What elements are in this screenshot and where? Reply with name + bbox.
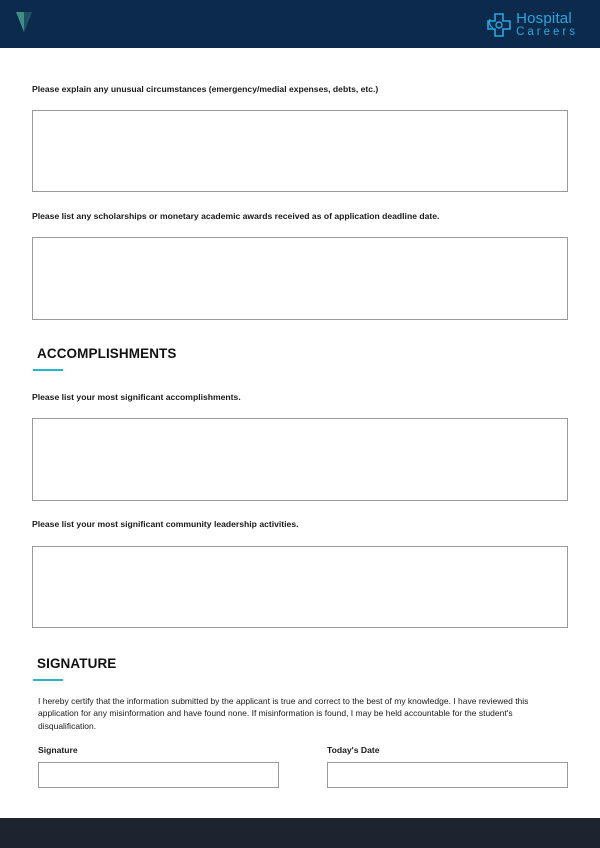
corner-triangle-icon [14,10,34,34]
community-textarea[interactable] [32,546,568,628]
circumstances-textarea[interactable] [32,110,568,192]
stethoscope-cross-icon [484,10,514,40]
scholarships-textarea[interactable] [32,237,568,320]
signature-label: Signature [38,745,78,755]
logo-text-hospital: Hospital [516,10,572,28]
signature-accent-line [33,679,63,681]
accomplishments-accent-line [33,369,63,371]
certification-statement: I hereby certify that the information submitted by the applicant is true and correct to the best of my knowledge. I have reviewed this application for any misinformation and have found none. If misinformation is found, I may be held accountable for the student's disqualification. [38,696,529,731]
hospital-careers-logo [484,10,578,40]
community-prompt: Please list your most significant community leadership activities. [32,519,299,529]
logo-text-careers: Careers [516,26,578,39]
header-bar [0,0,600,48]
signature-field[interactable] [38,762,279,788]
scholarships-prompt: Please list any scholarships or monetary academic awards received as of application deadline date. [32,211,440,221]
signature-heading: SIGNATURE [37,656,117,671]
accomplishments-heading: ACCOMPLISHMENTS [37,346,177,361]
accomplishments-prompt: Please list your most significant accomplishments. [32,392,241,402]
date-field[interactable] [327,762,568,788]
accomplishments-textarea[interactable] [32,418,568,501]
circumstances-prompt: Please explain any unusual circumstances (emergency/medial expenses, debts, etc.) [32,84,379,94]
footer-bar [0,818,600,848]
date-label: Today's Date [327,745,380,755]
